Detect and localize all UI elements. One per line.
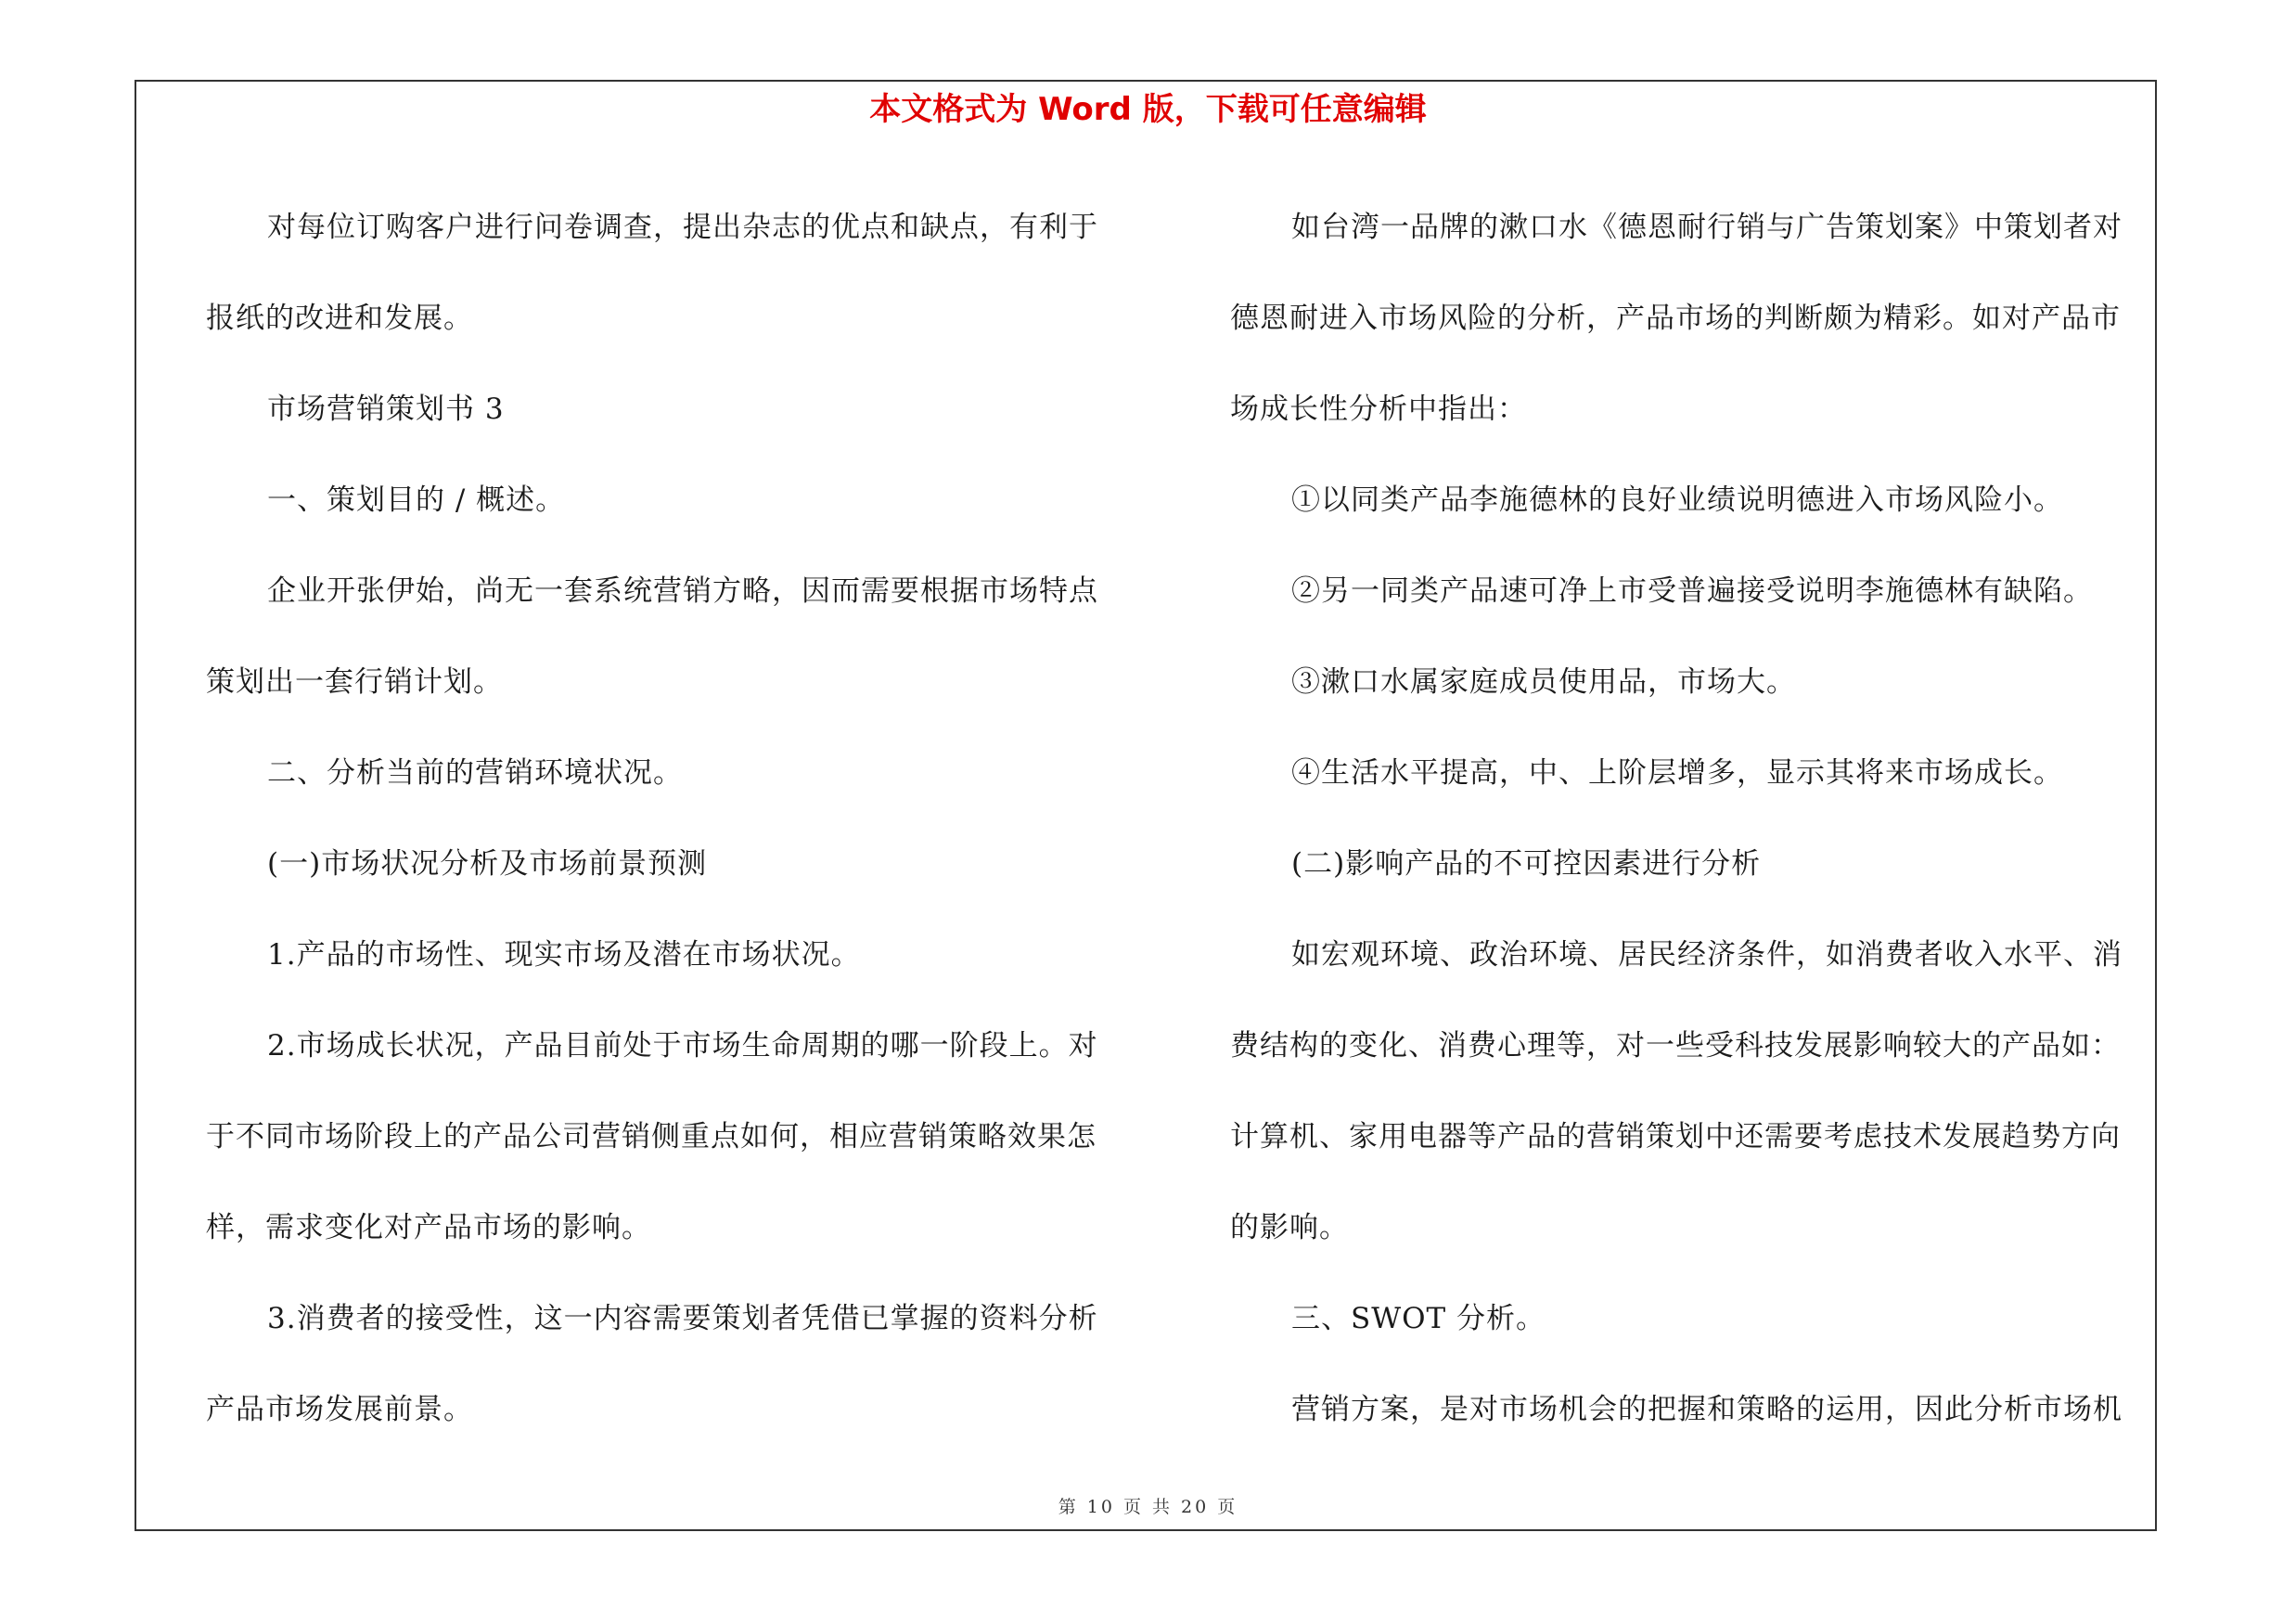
- paragraph-line: (一)市场状况分析及市场前景预测: [267, 847, 708, 881]
- paragraph-line: 3.消费者的接受性，这一内容需要策划者凭借已掌握的资料分析: [267, 1302, 1098, 1335]
- paragraph-line: 对每位订购客户进行问卷调查，提出杂志的优点和缺点，有利于: [267, 211, 1098, 244]
- word-format-banner: 本文格式为 Word 版，下载可任意编辑: [869, 91, 1427, 128]
- paragraph-line: ①以同类产品李施德林的良好业绩说明德进入市场风险小。: [1291, 483, 2063, 517]
- paragraph-line: 如台湾一品牌的漱口水《德恩耐行销与广告策划案》中策划者对: [1291, 211, 2123, 244]
- paragraph-line: 一、策划目的 / 概述。: [267, 483, 566, 517]
- paragraph-line: 企业开张伊始，尚无一套系统营销方略，因而需要根据市场特点: [267, 574, 1098, 608]
- paragraph-line: 费结构的变化、消费心理等，对一些受科技发展影响较大的产品如：: [1230, 1029, 2121, 1063]
- paragraph-line: 如宏观环境、政治环境、居民经济条件，如消费者收入水平、消: [1291, 938, 2123, 972]
- paragraph-line: ②另一同类产品速可净上市受普遍接受说明李施德林有缺陷。: [1291, 574, 2093, 608]
- paragraph-line: 报纸的改进和发展。: [206, 302, 473, 335]
- page-number-footer: 第 10 页 共 20 页: [1058, 1497, 1238, 1517]
- paragraph-line: 于不同市场阶段上的产品公司营销侧重点如何，相应营销策略效果怎: [206, 1120, 1097, 1153]
- paragraph-line: 市场营销策划书 3: [267, 393, 505, 426]
- paragraph-line: 的影响。: [1230, 1211, 1349, 1244]
- paragraph-line: 产品市场发展前景。: [206, 1393, 473, 1426]
- paragraph-line: 二、分析当前的营销环境状况。: [267, 756, 683, 790]
- paragraph-line: 计算机、家用电器等产品的营销策划中还需要考虑技术发展趋势方向: [1230, 1120, 2121, 1153]
- paragraph-line: 营销方案，是对市场机会的把握和策略的运用，因此分析市场机: [1291, 1393, 2123, 1426]
- paragraph-line: (二)影响产品的不可控因素进行分析: [1291, 847, 1762, 881]
- paragraph-line: 样，需求变化对产品市场的影响。: [206, 1211, 651, 1244]
- paragraph-line: ③漱口水属家庭成员使用品，市场大。: [1291, 665, 1796, 699]
- paragraph-line: 三、SWOT 分析。: [1291, 1302, 1546, 1335]
- left-text-column: [206, 182, 1124, 1455]
- paragraph-line: 策划出一套行销计划。: [206, 665, 503, 699]
- right-text-column: [1230, 182, 2158, 1455]
- paragraph-line: 1.产品的市场性、现实市场及潜在市场状况。: [267, 938, 861, 972]
- paragraph-line: 2.市场成长状况，产品目前处于市场生命周期的哪一阶段上。对: [267, 1029, 1098, 1063]
- paragraph-line: 场成长性分析中指出：: [1230, 393, 1527, 426]
- paragraph-line: ④生活水平提高，中、上阶层增多，显示其将来市场成长。: [1291, 756, 2063, 790]
- paragraph-line: 德恩耐进入市场风险的分析，产品市场的判断颇为精彩。如对产品市: [1230, 302, 2121, 335]
